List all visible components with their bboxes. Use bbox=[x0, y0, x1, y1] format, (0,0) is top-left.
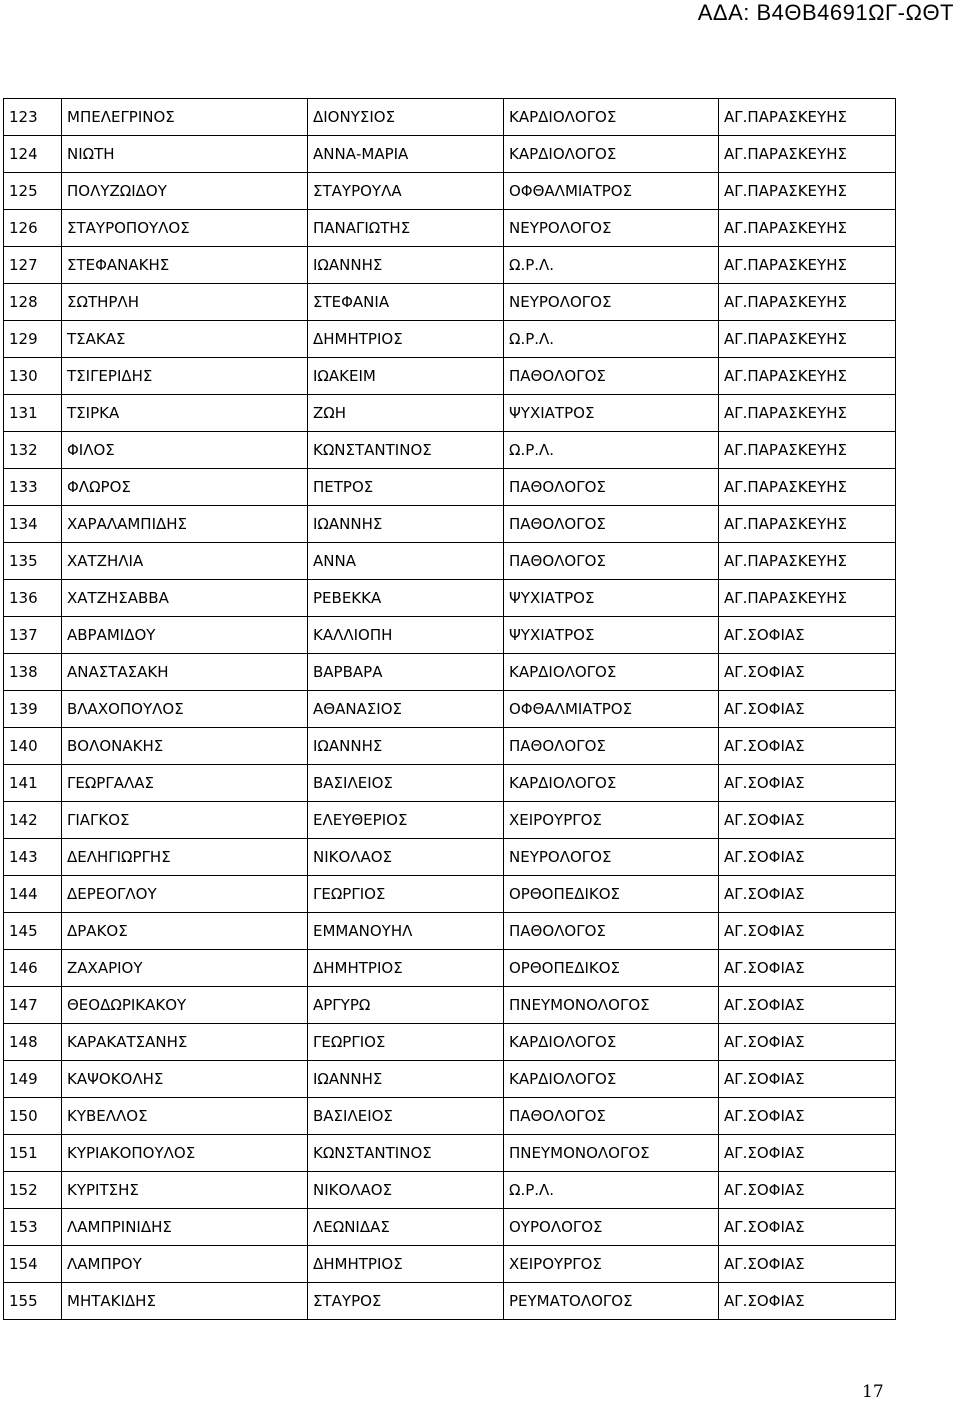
area-cell: ΑΓ.ΣΟΦΙΑΣ bbox=[719, 987, 896, 1024]
row-number-cell: 146 bbox=[4, 950, 62, 987]
specialty-cell: ΟΦΘΑΛΜΙΑΤΡΟΣ bbox=[504, 173, 719, 210]
row-number-cell: 150 bbox=[4, 1098, 62, 1135]
surname-cell: ΓΕΩΡΓΑΛΑΣ bbox=[62, 765, 308, 802]
row-number-cell: 152 bbox=[4, 1172, 62, 1209]
surname-cell: ΣΤΕΦΑΝΑΚΗΣ bbox=[62, 247, 308, 284]
row-number-cell: 124 bbox=[4, 136, 62, 173]
area-cell: ΑΓ.ΣΟΦΙΑΣ bbox=[719, 1024, 896, 1061]
first-name-cell: ΣΤΑΥΡΟΥΛΑ bbox=[308, 173, 504, 210]
specialty-cell: ΠΑΘΟΛΟΓΟΣ bbox=[504, 728, 719, 765]
row-number-cell: 140 bbox=[4, 728, 62, 765]
first-name-cell: ΚΩΝΣΤΑΝΤΙΝΟΣ bbox=[308, 432, 504, 469]
surname-cell: ΑΒΡΑΜΙΔΟΥ bbox=[62, 617, 308, 654]
row-number-cell: 153 bbox=[4, 1209, 62, 1246]
area-cell: ΑΓ.ΣΟΦΙΑΣ bbox=[719, 1172, 896, 1209]
area-cell: ΑΓ.ΣΟΦΙΑΣ bbox=[719, 654, 896, 691]
table-row bbox=[4, 1135, 896, 1172]
table-row bbox=[4, 728, 896, 765]
first-name-cell: ΑΝΝΑ bbox=[308, 543, 504, 580]
surname-cell: ΔΕΛΗΓΙΩΡΓΗΣ bbox=[62, 839, 308, 876]
table-row bbox=[4, 950, 896, 987]
table-row bbox=[4, 136, 896, 173]
first-name-cell: ΒΑΣΙΛΕΙΟΣ bbox=[308, 765, 504, 802]
surname-cell: ΔΡΑΚΟΣ bbox=[62, 913, 308, 950]
table-row bbox=[4, 1061, 896, 1098]
row-number-cell: 138 bbox=[4, 654, 62, 691]
table-row bbox=[4, 432, 896, 469]
first-name-cell: ΠΕΤΡΟΣ bbox=[308, 469, 504, 506]
table-row bbox=[4, 173, 896, 210]
area-cell: ΑΓ.ΣΟΦΙΑΣ bbox=[719, 913, 896, 950]
surname-cell: ΣΩΤΗΡΛΗ bbox=[62, 284, 308, 321]
row-number-cell: 149 bbox=[4, 1061, 62, 1098]
table-row bbox=[4, 284, 896, 321]
specialty-cell: ΟΥΡΟΛΟΓΟΣ bbox=[504, 1209, 719, 1246]
specialty-cell: ΚΑΡΔΙΟΛΟΓΟΣ bbox=[504, 136, 719, 173]
specialty-cell: ΚΑΡΔΙΟΛΟΓΟΣ bbox=[504, 654, 719, 691]
specialty-cell: ΧΕΙΡΟΥΡΓΟΣ bbox=[504, 802, 719, 839]
table-row bbox=[4, 395, 896, 432]
row-number-cell: 128 bbox=[4, 284, 62, 321]
row-number-cell: 132 bbox=[4, 432, 62, 469]
surname-cell: ΣΤΑΥΡΟΠΟΥΛΟΣ bbox=[62, 210, 308, 247]
first-name-cell: ΝΙΚΟΛΑΟΣ bbox=[308, 839, 504, 876]
table-row bbox=[4, 1283, 896, 1320]
specialty-cell: ΚΑΡΔΙΟΛΟΓΟΣ bbox=[504, 1024, 719, 1061]
area-cell: ΑΓ.ΣΟΦΙΑΣ bbox=[719, 1135, 896, 1172]
first-name-cell: ΔΙΟΝΥΣΙΟΣ bbox=[308, 99, 504, 136]
table-row bbox=[4, 913, 896, 950]
table-row bbox=[4, 1098, 896, 1135]
table-row bbox=[4, 210, 896, 247]
first-name-cell: ΙΩΑΝΝΗΣ bbox=[308, 728, 504, 765]
table-row bbox=[4, 1172, 896, 1209]
surname-cell: ΖΑΧΑΡΙΟΥ bbox=[62, 950, 308, 987]
row-number-cell: 130 bbox=[4, 358, 62, 395]
row-number-cell: 126 bbox=[4, 210, 62, 247]
row-number-cell: 133 bbox=[4, 469, 62, 506]
first-name-cell: ΔΗΜΗΤΡΙΟΣ bbox=[308, 950, 504, 987]
specialty-cell: ΚΑΡΔΙΟΛΟΓΟΣ bbox=[504, 1061, 719, 1098]
table-row bbox=[4, 321, 896, 358]
ada-code-header: ΑΔΑ: Β4ΘΒ4691ΩΓ-ΩΘΤ bbox=[697, 0, 954, 25]
specialty-cell: ΚΑΡΔΙΟΛΟΓΟΣ bbox=[504, 765, 719, 802]
area-cell: ΑΓ.ΣΟΦΙΑΣ bbox=[719, 1246, 896, 1283]
row-number-cell: 155 bbox=[4, 1283, 62, 1320]
table-row bbox=[4, 1024, 896, 1061]
surname-cell: ΛΑΜΠΡΟΥ bbox=[62, 1246, 308, 1283]
first-name-cell: ΖΩΗ bbox=[308, 395, 504, 432]
row-number-cell: 125 bbox=[4, 173, 62, 210]
row-number-cell: 147 bbox=[4, 987, 62, 1024]
row-number-cell: 144 bbox=[4, 876, 62, 913]
row-number-cell: 131 bbox=[4, 395, 62, 432]
area-cell: ΑΓ.ΠΑΡΑΣΚΕΥΗΣ bbox=[719, 358, 896, 395]
doctors-table-body bbox=[4, 99, 896, 1320]
area-cell: ΑΓ.ΠΑΡΑΣΚΕΥΗΣ bbox=[719, 395, 896, 432]
row-number-cell: 154 bbox=[4, 1246, 62, 1283]
surname-cell: ΚΑΨΟΚΟΛΗΣ bbox=[62, 1061, 308, 1098]
surname-cell: ΤΣΙΓΕΡΙΔΗΣ bbox=[62, 358, 308, 395]
surname-cell: ΘΕΟΔΩΡΙΚΑΚΟΥ bbox=[62, 987, 308, 1024]
surname-cell: ΚΑΡΑΚΑΤΣΑΝΗΣ bbox=[62, 1024, 308, 1061]
surname-cell: ΚΥΡΙΑΚΟΠΟΥΛΟΣ bbox=[62, 1135, 308, 1172]
first-name-cell: ΚΑΛΛΙΟΠΗ bbox=[308, 617, 504, 654]
table-row bbox=[4, 839, 896, 876]
first-name-cell: ΒΑΣΙΛΕΙΟΣ bbox=[308, 1098, 504, 1135]
first-name-cell: ΕΜΜΑΝΟΥΗΛ bbox=[308, 913, 504, 950]
specialty-cell: ΠΝΕΥΜΟΝΟΛΟΓΟΣ bbox=[504, 1135, 719, 1172]
specialty-cell: ΨΥΧΙΑΤΡΟΣ bbox=[504, 395, 719, 432]
first-name-cell: ΝΙΚΟΛΑΟΣ bbox=[308, 1172, 504, 1209]
surname-cell: ΦΙΛΟΣ bbox=[62, 432, 308, 469]
specialty-cell: ΝΕΥΡΟΛΟΓΟΣ bbox=[504, 210, 719, 247]
specialty-cell: ΝΕΥΡΟΛΟΓΟΣ bbox=[504, 284, 719, 321]
surname-cell: ΒΟΛΟΝΑΚΗΣ bbox=[62, 728, 308, 765]
first-name-cell: ΓΕΩΡΓΙΟΣ bbox=[308, 1024, 504, 1061]
specialty-cell: ΟΡΘΟΠΕΔΙΚΟΣ bbox=[504, 876, 719, 913]
surname-cell: ΚΥΡΙΤΣΗΣ bbox=[62, 1172, 308, 1209]
area-cell: ΑΓ.ΠΑΡΑΣΚΕΥΗΣ bbox=[719, 432, 896, 469]
table-row bbox=[4, 247, 896, 284]
row-number-cell: 141 bbox=[4, 765, 62, 802]
area-cell: ΑΓ.ΠΑΡΑΣΚΕΥΗΣ bbox=[719, 469, 896, 506]
table-row bbox=[4, 654, 896, 691]
first-name-cell: ΔΗΜΗΤΡΙΟΣ bbox=[308, 321, 504, 358]
row-number-cell: 129 bbox=[4, 321, 62, 358]
row-number-cell: 123 bbox=[4, 99, 62, 136]
specialty-cell: ΝΕΥΡΟΛΟΓΟΣ bbox=[504, 839, 719, 876]
row-number-cell: 134 bbox=[4, 506, 62, 543]
first-name-cell: ΚΩΝΣΤΑΝΤΙΝΟΣ bbox=[308, 1135, 504, 1172]
specialty-cell: ΚΑΡΔΙΟΛΟΓΟΣ bbox=[504, 99, 719, 136]
area-cell: ΑΓ.ΣΟΦΙΑΣ bbox=[719, 617, 896, 654]
first-name-cell: ΑΘΑΝΑΣΙΟΣ bbox=[308, 691, 504, 728]
table-row bbox=[4, 1246, 896, 1283]
surname-cell: ΚΥΒΕΛΛΟΣ bbox=[62, 1098, 308, 1135]
specialty-cell: Ω.Ρ.Λ. bbox=[504, 321, 719, 358]
area-cell: ΑΓ.ΣΟΦΙΑΣ bbox=[719, 802, 896, 839]
table-row bbox=[4, 765, 896, 802]
specialty-cell: ΠΑΘΟΛΟΓΟΣ bbox=[504, 543, 719, 580]
table-row bbox=[4, 358, 896, 395]
specialty-cell: ΟΡΘΟΠΕΔΙΚΟΣ bbox=[504, 950, 719, 987]
surname-cell: ΔΕΡΕΟΓΛΟΥ bbox=[62, 876, 308, 913]
table-row bbox=[4, 580, 896, 617]
table-row bbox=[4, 876, 896, 913]
page-number: 17 bbox=[862, 1382, 884, 1402]
surname-cell: ΦΛΩΡΟΣ bbox=[62, 469, 308, 506]
area-cell: ΑΓ.ΣΟΦΙΑΣ bbox=[719, 1209, 896, 1246]
first-name-cell: ΔΗΜΗΤΡΙΟΣ bbox=[308, 1246, 504, 1283]
specialty-cell: ΠΑΘΟΛΟΓΟΣ bbox=[504, 358, 719, 395]
specialty-cell: ΠΑΘΟΛΟΓΟΣ bbox=[504, 913, 719, 950]
first-name-cell: ΒΑΡΒΑΡΑ bbox=[308, 654, 504, 691]
surname-cell: ΑΝΑΣΤΑΣΑΚΗ bbox=[62, 654, 308, 691]
table-row bbox=[4, 506, 896, 543]
surname-cell: ΝΙΩΤΗ bbox=[62, 136, 308, 173]
specialty-cell: ΠΑΘΟΛΟΓΟΣ bbox=[504, 506, 719, 543]
first-name-cell: ΣΤΕΦΑΝΙΑ bbox=[308, 284, 504, 321]
first-name-cell: ΓΕΩΡΓΙΟΣ bbox=[308, 876, 504, 913]
area-cell: ΑΓ.ΣΟΦΙΑΣ bbox=[719, 1061, 896, 1098]
surname-cell: ΜΠΕΛΕΓΡΙΝΟΣ bbox=[62, 99, 308, 136]
first-name-cell: ΙΩΑΚΕΙΜ bbox=[308, 358, 504, 395]
row-number-cell: 139 bbox=[4, 691, 62, 728]
specialty-cell: ΡΕΥΜΑΤΟΛΟΓΟΣ bbox=[504, 1283, 719, 1320]
area-cell: ΑΓ.ΠΑΡΑΣΚΕΥΗΣ bbox=[719, 99, 896, 136]
area-cell: ΑΓ.ΣΟΦΙΑΣ bbox=[719, 765, 896, 802]
first-name-cell: ΣΤΑΥΡΟΣ bbox=[308, 1283, 504, 1320]
area-cell: ΑΓ.ΣΟΦΙΑΣ bbox=[719, 1098, 896, 1135]
specialty-cell: ΨΥΧΙΑΤΡΟΣ bbox=[504, 580, 719, 617]
doctors-table bbox=[3, 98, 896, 1320]
area-cell: ΑΓ.ΠΑΡΑΣΚΕΥΗΣ bbox=[719, 210, 896, 247]
area-cell: ΑΓ.ΠΑΡΑΣΚΕΥΗΣ bbox=[719, 321, 896, 358]
specialty-cell: ΨΥΧΙΑΤΡΟΣ bbox=[504, 617, 719, 654]
row-number-cell: 136 bbox=[4, 580, 62, 617]
first-name-cell: ΑΡΓΥΡΩ bbox=[308, 987, 504, 1024]
row-number-cell: 143 bbox=[4, 839, 62, 876]
row-number-cell: 127 bbox=[4, 247, 62, 284]
row-number-cell: 151 bbox=[4, 1135, 62, 1172]
area-cell: ΑΓ.ΣΟΦΙΑΣ bbox=[719, 728, 896, 765]
table-row bbox=[4, 1209, 896, 1246]
first-name-cell: ΙΩΑΝΝΗΣ bbox=[308, 1061, 504, 1098]
surname-cell: ΜΗΤΑΚΙΔΗΣ bbox=[62, 1283, 308, 1320]
first-name-cell: ΑΝΝΑ-ΜΑΡΙΑ bbox=[308, 136, 504, 173]
row-number-cell: 148 bbox=[4, 1024, 62, 1061]
surname-cell: ΠΟΛΥΖΩΙΔΟΥ bbox=[62, 173, 308, 210]
specialty-cell: ΠΑΘΟΛΟΓΟΣ bbox=[504, 469, 719, 506]
first-name-cell: ΙΩΑΝΝΗΣ bbox=[308, 247, 504, 284]
specialty-cell: ΟΦΘΑΛΜΙΑΤΡΟΣ bbox=[504, 691, 719, 728]
area-cell: ΑΓ.ΠΑΡΑΣΚΕΥΗΣ bbox=[719, 506, 896, 543]
surname-cell: ΒΛΑΧΟΠΟΥΛΟΣ bbox=[62, 691, 308, 728]
specialty-cell: Ω.Ρ.Λ. bbox=[504, 247, 719, 284]
row-number-cell: 145 bbox=[4, 913, 62, 950]
row-number-cell: 135 bbox=[4, 543, 62, 580]
surname-cell: ΤΣΙΡΚΑ bbox=[62, 395, 308, 432]
row-number-cell: 137 bbox=[4, 617, 62, 654]
surname-cell: ΧΑΡΑΛΑΜΠΙΔΗΣ bbox=[62, 506, 308, 543]
specialty-cell: Ω.Ρ.Λ. bbox=[504, 1172, 719, 1209]
area-cell: ΑΓ.ΣΟΦΙΑΣ bbox=[719, 876, 896, 913]
row-number-cell: 142 bbox=[4, 802, 62, 839]
first-name-cell: ΙΩΑΝΝΗΣ bbox=[308, 506, 504, 543]
specialty-cell: Ω.Ρ.Λ. bbox=[504, 432, 719, 469]
first-name-cell: ΛΕΩΝΙΔΑΣ bbox=[308, 1209, 504, 1246]
area-cell: ΑΓ.ΠΑΡΑΣΚΕΥΗΣ bbox=[719, 247, 896, 284]
first-name-cell: ΕΛΕΥΘΕΡΙΟΣ bbox=[308, 802, 504, 839]
table-row bbox=[4, 987, 896, 1024]
area-cell: ΑΓ.ΠΑΡΑΣΚΕΥΗΣ bbox=[719, 543, 896, 580]
area-cell: ΑΓ.ΠΑΡΑΣΚΕΥΗΣ bbox=[719, 580, 896, 617]
table-row bbox=[4, 617, 896, 654]
area-cell: ΑΓ.ΣΟΦΙΑΣ bbox=[719, 950, 896, 987]
surname-cell: ΓΙΑΓΚΟΣ bbox=[62, 802, 308, 839]
table-row bbox=[4, 691, 896, 728]
table-row bbox=[4, 469, 896, 506]
specialty-cell: ΠΝΕΥΜΟΝΟΛΟΓΟΣ bbox=[504, 987, 719, 1024]
table-row bbox=[4, 99, 896, 136]
first-name-cell: ΠΑΝΑΓΙΩΤΗΣ bbox=[308, 210, 504, 247]
surname-cell: ΤΣΑΚΑΣ bbox=[62, 321, 308, 358]
area-cell: ΑΓ.ΠΑΡΑΣΚΕΥΗΣ bbox=[719, 136, 896, 173]
area-cell: ΑΓ.ΠΑΡΑΣΚΕΥΗΣ bbox=[719, 284, 896, 321]
surname-cell: ΧΑΤΖΗΛΙΑ bbox=[62, 543, 308, 580]
area-cell: ΑΓ.ΣΟΦΙΑΣ bbox=[719, 691, 896, 728]
area-cell: ΑΓ.ΠΑΡΑΣΚΕΥΗΣ bbox=[719, 173, 896, 210]
first-name-cell: ΡΕΒΕΚΚΑ bbox=[308, 580, 504, 617]
surname-cell: ΛΑΜΠΡΙΝΙΔΗΣ bbox=[62, 1209, 308, 1246]
table-row bbox=[4, 543, 896, 580]
table-row bbox=[4, 802, 896, 839]
surname-cell: ΧΑΤΖΗΣΑΒΒΑ bbox=[62, 580, 308, 617]
specialty-cell: ΧΕΙΡΟΥΡΓΟΣ bbox=[504, 1246, 719, 1283]
area-cell: ΑΓ.ΣΟΦΙΑΣ bbox=[719, 1283, 896, 1320]
area-cell: ΑΓ.ΣΟΦΙΑΣ bbox=[719, 839, 896, 876]
specialty-cell: ΠΑΘΟΛΟΓΟΣ bbox=[504, 1098, 719, 1135]
